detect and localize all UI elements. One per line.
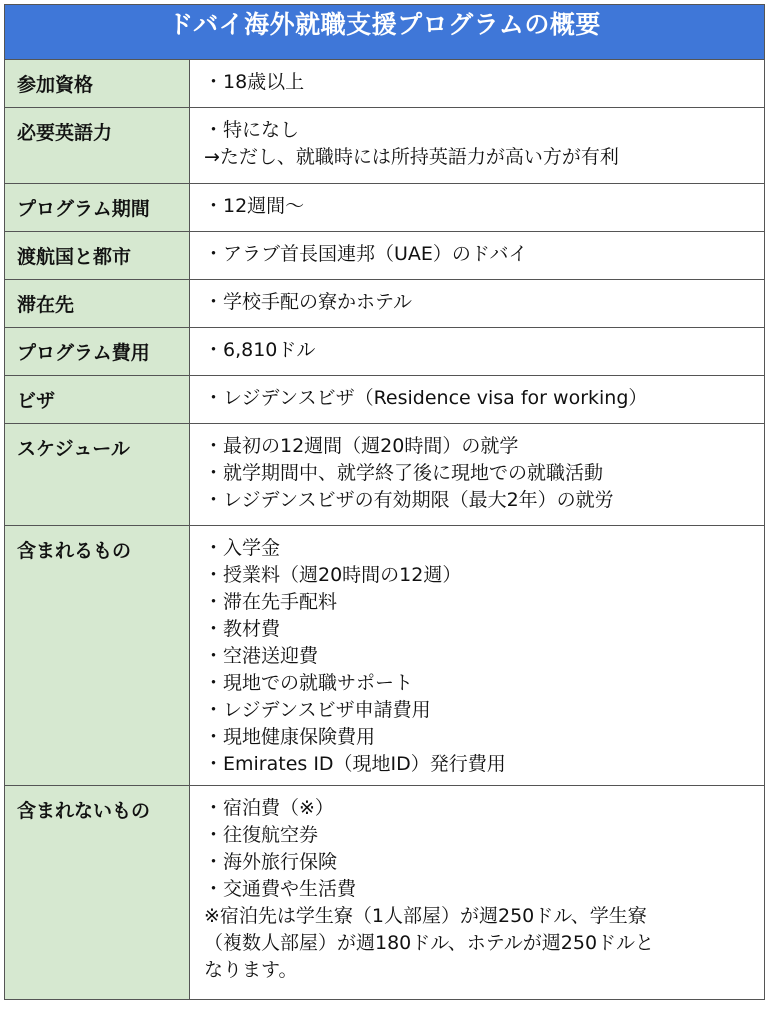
table-title: ドバイ海外就職支援プログラムの概要: [5, 5, 765, 60]
value-line: ・12週間〜: [204, 195, 305, 217]
value-line: ・アラブ首長国連邦（UAE）のドバイ: [204, 243, 528, 265]
value-line: ・最初の12週間（週20時間）の就学: [204, 435, 519, 457]
value-line: （複数人部屋）が週180ドル、ホテルが週250ドルと: [204, 932, 655, 954]
value-line: ・学校手配の寮かホテル: [204, 291, 413, 313]
table-row: [5, 376, 765, 424]
value-line: ・現地での就職サポート: [204, 672, 414, 694]
value-line: ・特になし: [204, 119, 300, 141]
value-line: ・レジデンスビザ申請費用: [204, 699, 431, 721]
value-line: ・18歳以上: [204, 71, 305, 93]
value-line: ・現地健康保険費用: [204, 726, 376, 748]
row-label: プログラム期間: [5, 184, 190, 232]
row-label: 滞在先: [5, 280, 190, 328]
table-row: [5, 786, 765, 1000]
row-value: [190, 328, 765, 376]
value-line: ・6,810ドル: [204, 339, 316, 361]
value-line: ・教材費: [204, 618, 281, 640]
title-row: [5, 5, 765, 60]
value-line: ・入学金: [204, 537, 281, 559]
row-label: ビザ: [5, 376, 190, 424]
value-line: ・レジデンスビザの有効期限（最大2年）の就労: [204, 489, 614, 511]
row-label: 含まれるもの: [5, 526, 190, 786]
value-line: ・宿泊費（※）: [204, 797, 334, 819]
row-label: 参加資格: [5, 60, 190, 108]
value-line: ・海外旅行保険: [204, 851, 338, 873]
row-value: [190, 184, 765, 232]
table-row: [5, 184, 765, 232]
program-overview: [4, 4, 764, 1000]
table-row: [5, 108, 765, 184]
table-row: [5, 328, 765, 376]
row-value: [190, 108, 765, 184]
value-line: ・就学期間中、就学終了後に現地での就職活動: [204, 462, 604, 484]
row-label: 渡航国と都市: [5, 232, 190, 280]
table-row: [5, 280, 765, 328]
row-value: [190, 376, 765, 424]
row-value: [190, 60, 765, 108]
value-line: →ただし、就職時には所持英語力が高い方が有利: [204, 146, 619, 168]
row-label: 含まれないもの: [5, 786, 190, 1000]
row-value: [190, 424, 765, 526]
value-line: ※宿泊先は学生寮（1人部屋）が週250ドル、学生寮: [204, 905, 647, 927]
table-row: [5, 424, 765, 526]
row-label: プログラム費用: [5, 328, 190, 376]
value-line: ・滞在先手配料: [204, 591, 338, 613]
row-value: [190, 280, 765, 328]
row-value: [190, 232, 765, 280]
row-label: 必要英語力: [5, 108, 190, 184]
value-line: ・授業料（週20時間の12週）: [204, 564, 462, 586]
table-row: [5, 60, 765, 108]
value-line: ・空港送迎費: [204, 645, 319, 667]
row-label: スケジュール: [5, 424, 190, 526]
value-line: なります。: [204, 959, 298, 981]
value-line: ・Emirates ID（現地ID）発行費用: [204, 753, 506, 775]
value-line: ・交通費や生活費: [204, 878, 357, 900]
table-row: [5, 526, 765, 786]
table-row: [5, 232, 765, 280]
row-value: [190, 786, 765, 1000]
row-value: [190, 526, 765, 786]
overview-table: [4, 4, 765, 1000]
value-line: ・レジデンスビザ（Residence visa for working）: [204, 387, 648, 409]
table-body: [5, 60, 765, 1000]
value-line: ・往復航空券: [204, 824, 319, 846]
